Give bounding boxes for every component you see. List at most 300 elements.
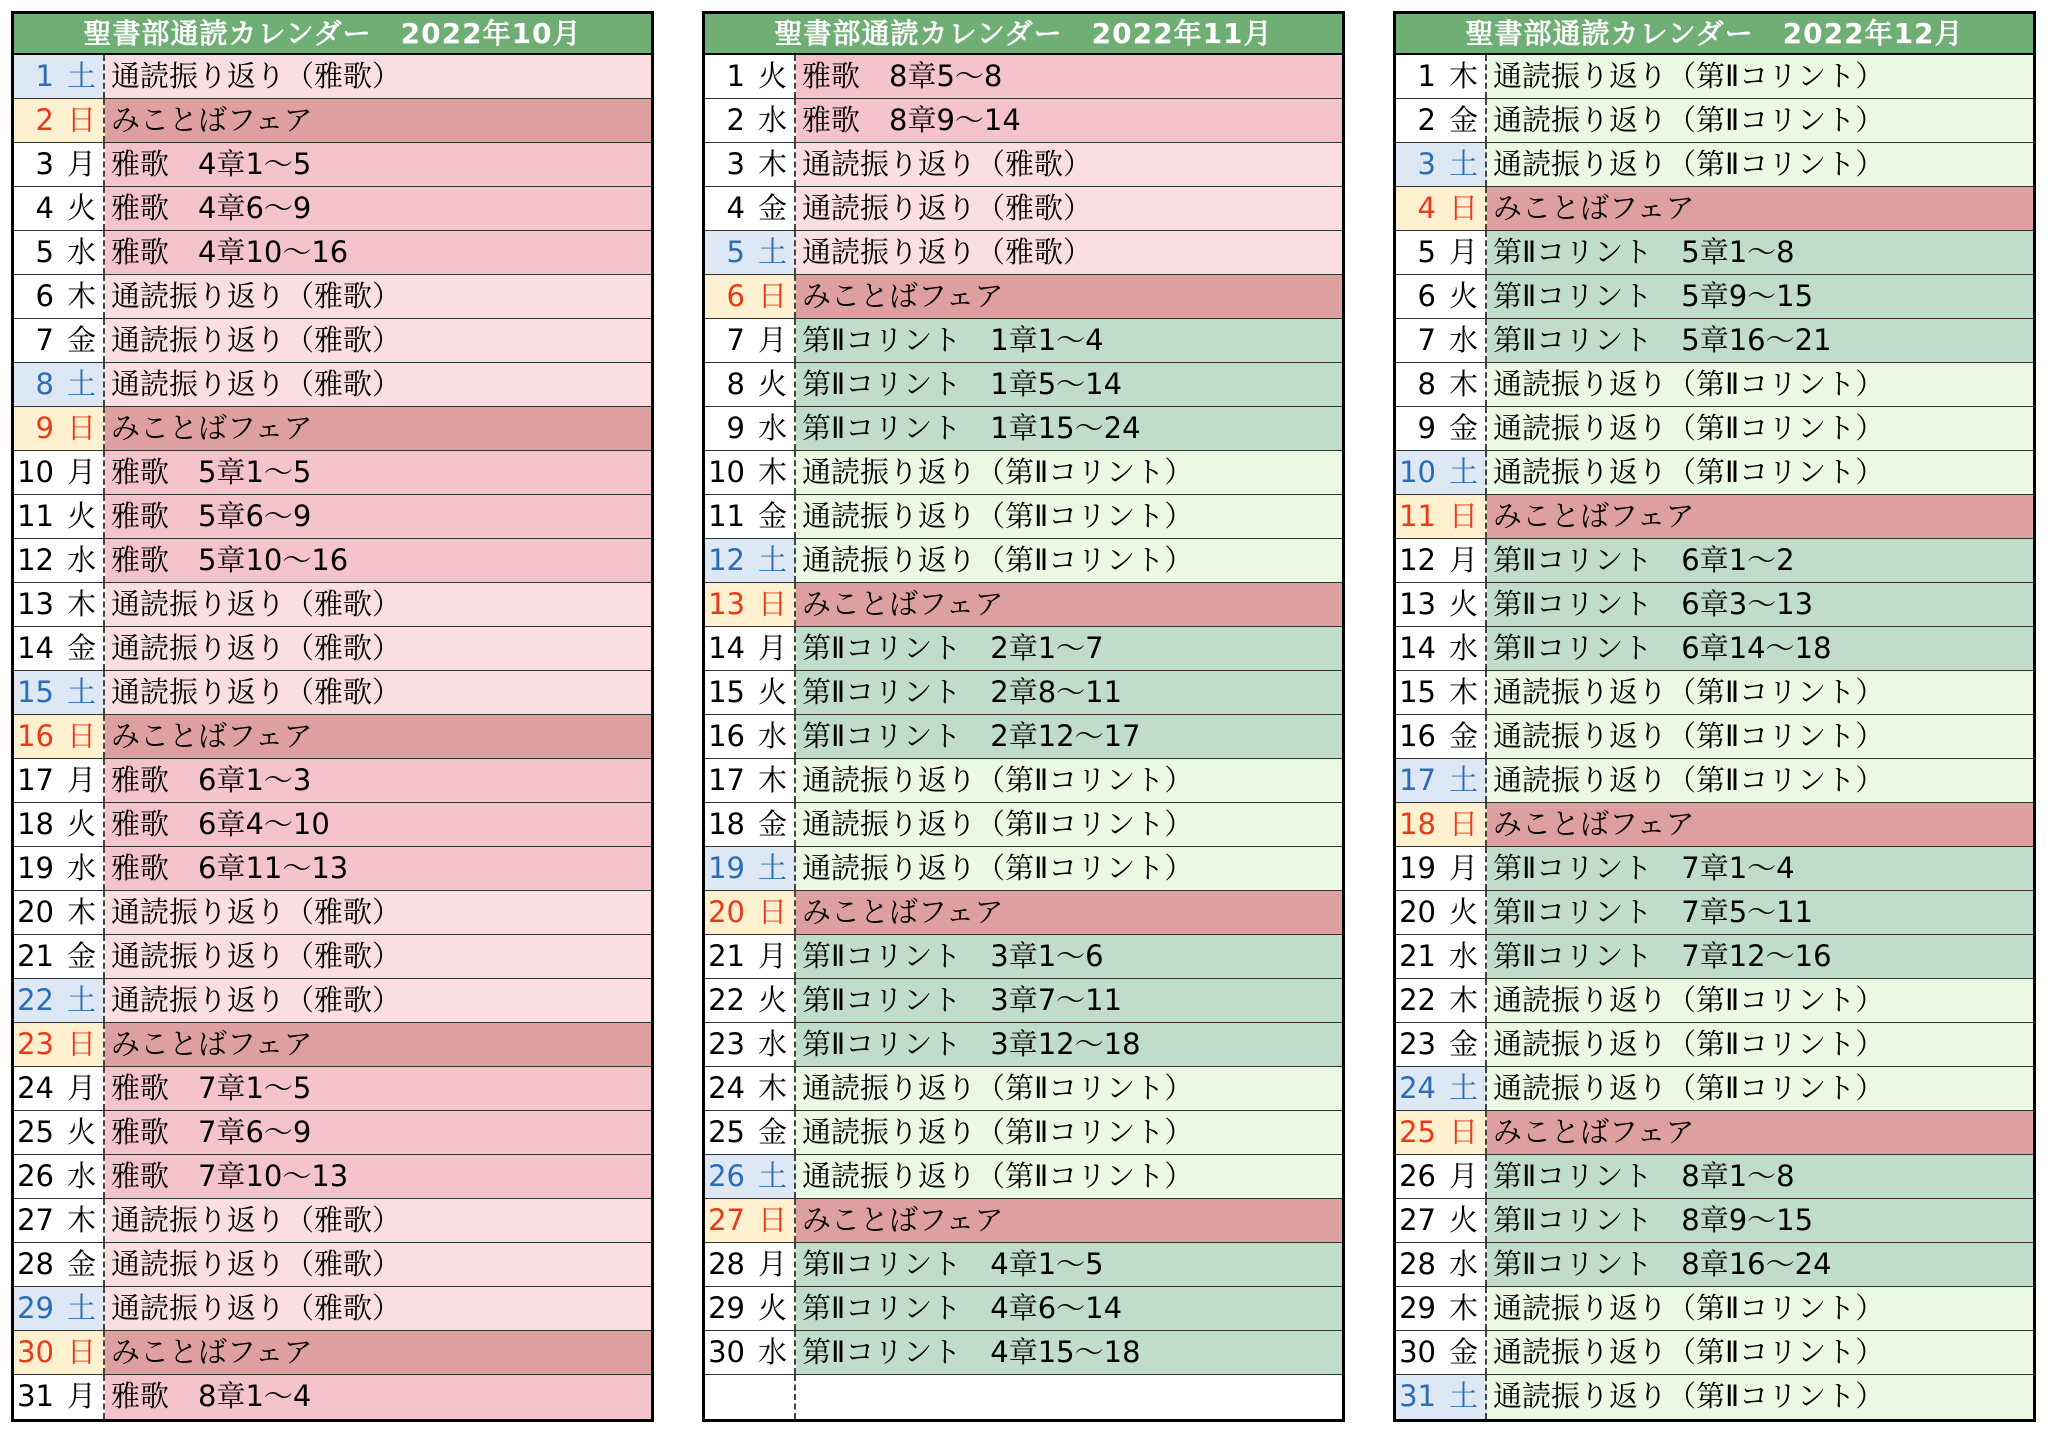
weekday: 木: [1442, 363, 1487, 406]
calendar-row: [14, 847, 651, 891]
reading-entry: 通読振り返り（雅歌）: [105, 55, 651, 98]
reading-entry: 雅歌 6章4～10: [105, 803, 651, 846]
calendar-row: [14, 979, 651, 1023]
day-number: 29: [708, 1291, 745, 1325]
day-number: 14: [1399, 631, 1436, 665]
weekday: [751, 1375, 796, 1419]
calendar-row: [14, 319, 651, 363]
calendar-row: [1396, 583, 2033, 627]
weekday: 土: [60, 55, 105, 98]
weekday: 木: [60, 275, 105, 318]
weekday: 金: [60, 935, 105, 978]
weekday: 木: [1442, 979, 1487, 1022]
calendar-row: [705, 583, 1342, 627]
reading-entry: みことばフェア: [105, 407, 651, 450]
weekday: 土: [60, 671, 105, 714]
weekday: 木: [60, 1199, 105, 1242]
weekday: 日: [751, 275, 796, 318]
weekday: 火: [60, 803, 105, 846]
reading-entry: みことばフェア: [1487, 187, 2033, 230]
weekday: 火: [1442, 1199, 1487, 1242]
reading-entry: 第Ⅱコリント 2章12～17: [796, 715, 1342, 758]
calendar-row: [14, 1287, 651, 1331]
calendar-row: [705, 1199, 1342, 1243]
calendar-row: [705, 1111, 1342, 1155]
calendar-row: [705, 891, 1342, 935]
weekday: 月: [1442, 231, 1487, 274]
weekday: 火: [60, 495, 105, 538]
reading-entry: 第Ⅱコリント 5章16～21: [1487, 319, 2033, 362]
day-number: 7: [35, 323, 54, 357]
reading-entry: 第Ⅱコリント 3章7～11: [796, 979, 1342, 1022]
calendar-october: [11, 11, 654, 1422]
day-number: 26: [1399, 1159, 1436, 1193]
day-number: [705, 1375, 751, 1419]
day-number: 16: [14, 715, 60, 758]
day-number: 2: [726, 103, 745, 137]
weekday: 水: [751, 407, 796, 450]
reading-entry: 通読振り返り（雅歌）: [105, 627, 651, 670]
weekday: 木: [751, 143, 796, 186]
reading-entry: 通読振り返り（第Ⅱコリント）: [1487, 363, 2033, 406]
reading-entry: 通読振り返り（第Ⅱコリント）: [1487, 1023, 2033, 1066]
reading-entry: 通読振り返り（第Ⅱコリント）: [1487, 143, 2033, 186]
day-number: 8: [1417, 367, 1436, 401]
calendar-row: [14, 891, 651, 935]
reading-entry: 通読振り返り（第Ⅱコリント）: [1487, 759, 2033, 802]
calendar-row: [14, 187, 651, 231]
weekday: 火: [751, 55, 796, 98]
weekday: 月: [751, 935, 796, 978]
weekday: 月: [60, 451, 105, 494]
weekday: 土: [60, 363, 105, 406]
weekday: 土: [751, 1155, 796, 1198]
day-number: 26: [705, 1155, 751, 1198]
weekday: 水: [751, 715, 796, 758]
day-number: 29: [1399, 1291, 1436, 1325]
calendar-row: [14, 1155, 651, 1199]
calendar-row: [705, 495, 1342, 539]
day-number: 5: [1417, 235, 1436, 269]
calendar-title: 聖書部通読カレンダー 2022年11月: [705, 14, 1342, 55]
reading-entry: 雅歌 4章10～16: [105, 231, 651, 274]
weekday: 月: [60, 1375, 105, 1419]
calendar-row: [1396, 275, 2033, 319]
day-number: 31: [17, 1379, 54, 1413]
calendar-december: [1393, 11, 2036, 1422]
day-number: 4: [726, 191, 745, 225]
weekday: 土: [60, 979, 105, 1022]
calendar-row: [705, 539, 1342, 583]
day-number: 27: [705, 1199, 751, 1242]
day-number: 10: [17, 455, 54, 489]
calendar-row: [14, 231, 651, 275]
weekday: 日: [60, 407, 105, 450]
weekday: 土: [751, 539, 796, 582]
reading-entry: 第Ⅱコリント 7章5～11: [1487, 891, 2033, 934]
calendar-row: [1396, 1111, 2033, 1155]
weekday: 木: [1442, 55, 1487, 98]
calendar-row: [14, 1023, 651, 1067]
weekday: 水: [751, 1023, 796, 1066]
reading-entry: 雅歌 5章10～16: [105, 539, 651, 582]
calendar-row: [1396, 1023, 2033, 1067]
calendar-row: [14, 715, 651, 759]
weekday: 土: [1442, 759, 1487, 802]
day-number: 10: [1396, 451, 1442, 494]
reading-entry: 雅歌 4章6～9: [105, 187, 651, 230]
calendar-row: [1396, 187, 2033, 231]
reading-entry: 第Ⅱコリント 8章9～15: [1487, 1199, 2033, 1242]
day-number: 8: [726, 367, 745, 401]
reading-entry: 第Ⅱコリント 6章14～18: [1487, 627, 2033, 670]
weekday: 火: [751, 671, 796, 714]
reading-entry: 通読振り返り（雅歌）: [105, 1287, 651, 1330]
day-number: 5: [705, 231, 751, 274]
calendar-row: [14, 1375, 651, 1419]
reading-entry: 雅歌 8章9～14: [796, 99, 1342, 142]
reading-entry: 雅歌 7章6～9: [105, 1111, 651, 1154]
reading-entry: 通読振り返り（第Ⅱコリント）: [1487, 715, 2033, 758]
day-number: 21: [1399, 939, 1436, 973]
weekday: 火: [1442, 583, 1487, 626]
weekday: 水: [60, 539, 105, 582]
weekday: 日: [60, 1023, 105, 1066]
reading-entry: みことばフェア: [796, 1199, 1342, 1242]
day-number: 9: [1417, 411, 1436, 445]
calendar-row: [14, 583, 651, 627]
day-number: 2: [14, 99, 60, 142]
day-number: 4: [1396, 187, 1442, 230]
reading-entry: 第Ⅱコリント 5章9～15: [1487, 275, 2033, 318]
calendar-row: [705, 803, 1342, 847]
day-number: 13: [705, 583, 751, 626]
weekday: 火: [1442, 275, 1487, 318]
weekday: 金: [1442, 99, 1487, 142]
reading-entry: 通読振り返り（雅歌）: [105, 319, 651, 362]
day-number: 20: [705, 891, 751, 934]
calendar-row: [1396, 319, 2033, 363]
day-number: 19: [1399, 851, 1436, 885]
calendar-november: [702, 11, 1345, 1422]
reading-entry: みことばフェア: [796, 583, 1342, 626]
day-number: 7: [726, 323, 745, 357]
calendar-row: [1396, 1287, 2033, 1331]
day-number: 18: [1396, 803, 1442, 846]
day-number: 10: [708, 455, 745, 489]
reading-entry: みことばフェア: [1487, 1111, 2033, 1154]
weekday: 火: [60, 1111, 105, 1154]
reading-entry: 通読振り返り（第Ⅱコリント）: [1487, 671, 2033, 714]
weekday: 土: [751, 847, 796, 890]
day-number: 30: [14, 1331, 60, 1374]
calendar-row: [1396, 1067, 2033, 1111]
weekday: 金: [751, 1111, 796, 1154]
day-number: 23: [1399, 1027, 1436, 1061]
weekday: 水: [60, 231, 105, 274]
day-number: 17: [708, 763, 745, 797]
weekday: 土: [1442, 143, 1487, 186]
reading-entry: [796, 1375, 1342, 1419]
weekday: 火: [751, 363, 796, 406]
day-number: 20: [17, 895, 54, 929]
day-number: 8: [14, 363, 60, 406]
weekday: 日: [60, 99, 105, 142]
day-number: 22: [14, 979, 60, 1022]
weekday: 火: [751, 979, 796, 1022]
weekday: 日: [1442, 803, 1487, 846]
calendar-rows: [705, 55, 1342, 1419]
calendar-row: [14, 1199, 651, 1243]
weekday: 日: [751, 583, 796, 626]
reading-entry: 通読振り返り（雅歌）: [105, 1199, 651, 1242]
reading-entry: 第Ⅱコリント 3章12～18: [796, 1023, 1342, 1066]
calendar-row: [1396, 55, 2033, 99]
reading-entry: 雅歌 4章1～5: [105, 143, 651, 186]
reading-entry: みことばフェア: [1487, 803, 2033, 846]
reading-entry: 第Ⅱコリント 3章1～6: [796, 935, 1342, 978]
reading-entry: みことばフェア: [1487, 495, 2033, 538]
day-number: 18: [17, 807, 54, 841]
calendar-row: [14, 1111, 651, 1155]
day-number: 24: [1396, 1067, 1442, 1110]
weekday: 月: [60, 1067, 105, 1110]
weekday: 木: [751, 759, 796, 802]
reading-entry: 雅歌 7章1～5: [105, 1067, 651, 1110]
day-number: 12: [17, 543, 54, 577]
calendar-row: [14, 143, 651, 187]
day-number: 6: [35, 279, 54, 313]
weekday: 水: [1442, 1243, 1487, 1286]
reading-entry: 第Ⅱコリント 8章16～24: [1487, 1243, 2033, 1286]
weekday: 日: [1442, 495, 1487, 538]
weekday: 土: [751, 231, 796, 274]
calendar-row: [14, 1243, 651, 1287]
calendar-row: [14, 803, 651, 847]
day-number: 30: [1399, 1335, 1436, 1369]
calendar-row: [1396, 1155, 2033, 1199]
day-number: 13: [1399, 587, 1436, 621]
weekday: 金: [1442, 715, 1487, 758]
calendar-row: [1396, 715, 2033, 759]
calendar-row: [14, 759, 651, 803]
weekday: 金: [60, 1243, 105, 1286]
weekday: 日: [1442, 1111, 1487, 1154]
weekday: 金: [1442, 1023, 1487, 1066]
calendar-row: [705, 935, 1342, 979]
reading-entry: 通読振り返り（雅歌）: [105, 935, 651, 978]
calendar-row: [1396, 935, 2033, 979]
reading-entry: 通読振り返り（第Ⅱコリント）: [1487, 451, 2033, 494]
day-number: 28: [1399, 1247, 1436, 1281]
reading-entry: 通読振り返り（第Ⅱコリント）: [1487, 1331, 2033, 1374]
weekday: 水: [1442, 627, 1487, 670]
day-number: 1: [726, 59, 745, 93]
weekday: 金: [751, 803, 796, 846]
reading-entry: 第Ⅱコリント 8章1～8: [1487, 1155, 2033, 1198]
reading-entry: みことばフェア: [105, 715, 651, 758]
reading-entry: 第Ⅱコリント 1章1～4: [796, 319, 1342, 362]
calendar-row: [705, 99, 1342, 143]
reading-entry: 通読振り返り（雅歌）: [105, 363, 651, 406]
day-number: 1: [1417, 59, 1436, 93]
reading-entry: 通読振り返り（第Ⅱコリント）: [1487, 1067, 2033, 1110]
reading-entry: みことばフェア: [796, 275, 1342, 318]
weekday: 水: [1442, 935, 1487, 978]
day-number: 1: [14, 55, 60, 98]
calendar-row: [14, 671, 651, 715]
day-number: 3: [35, 147, 54, 181]
reading-entry: みことばフェア: [105, 1023, 651, 1066]
day-number: 6: [705, 275, 751, 318]
day-number: 12: [1399, 543, 1436, 577]
reading-entry: 第Ⅱコリント 7章12～16: [1487, 935, 2033, 978]
calendar-row: [705, 1331, 1342, 1375]
reading-entry: 通読振り返り（第Ⅱコリント）: [796, 759, 1342, 802]
reading-entry: 通読振り返り（第Ⅱコリント）: [796, 451, 1342, 494]
calendar-row: [705, 627, 1342, 671]
reading-entry: 通読振り返り（第Ⅱコリント）: [1487, 407, 2033, 450]
day-number: 27: [17, 1203, 54, 1237]
calendar-row: [705, 1243, 1342, 1287]
day-number: 9: [14, 407, 60, 450]
weekday: 日: [751, 891, 796, 934]
reading-entry: 通読振り返り（第Ⅱコリント）: [796, 847, 1342, 890]
weekday: 水: [751, 99, 796, 142]
weekday: 土: [1442, 1375, 1487, 1419]
calendar-row: [14, 407, 651, 451]
calendar-row: [705, 715, 1342, 759]
reading-entry: 通読振り返り（雅歌）: [105, 583, 651, 626]
day-number: 21: [17, 939, 54, 973]
day-number: 25: [17, 1115, 54, 1149]
reading-entry: 第Ⅱコリント 6章3～13: [1487, 583, 2033, 626]
day-number: 15: [708, 675, 745, 709]
calendar-row: [705, 363, 1342, 407]
reading-entry: 雅歌 5章1～5: [105, 451, 651, 494]
calendar-row: [14, 451, 651, 495]
reading-entry: 第Ⅱコリント 4章6～14: [796, 1287, 1342, 1330]
reading-entry: 通読振り返り（雅歌）: [796, 231, 1342, 274]
reading-entry: 雅歌 5章6～9: [105, 495, 651, 538]
reading-entry: 第Ⅱコリント 4章1～5: [796, 1243, 1342, 1286]
reading-entry: 雅歌 6章1～3: [105, 759, 651, 802]
calendar-row: [1396, 539, 2033, 583]
day-number: 14: [708, 631, 745, 665]
calendar-row: [14, 495, 651, 539]
calendar-row: [1396, 99, 2033, 143]
calendar-row: [14, 275, 651, 319]
weekday: 火: [60, 187, 105, 230]
day-number: 20: [1399, 895, 1436, 929]
reading-entry: 通読振り返り（第Ⅱコリント）: [796, 1155, 1342, 1198]
day-number: 5: [35, 235, 54, 269]
day-number: 16: [1399, 719, 1436, 753]
weekday: 火: [1442, 891, 1487, 934]
reading-entry: 第Ⅱコリント 2章8～11: [796, 671, 1342, 714]
day-number: 12: [705, 539, 751, 582]
day-number: 11: [17, 499, 54, 533]
weekday: 月: [60, 759, 105, 802]
reading-entry: 通読振り返り（雅歌）: [796, 143, 1342, 186]
reading-entry: 雅歌 7章10～13: [105, 1155, 651, 1198]
reading-entry: 雅歌 8章1～4: [105, 1375, 651, 1419]
weekday: 水: [751, 1331, 796, 1374]
reading-entry: 通読振り返り（第Ⅱコリント）: [796, 1067, 1342, 1110]
weekday: 日: [1442, 187, 1487, 230]
calendar-row: [705, 407, 1342, 451]
weekday: 木: [751, 451, 796, 494]
weekday: 火: [751, 1287, 796, 1330]
weekday: 木: [60, 891, 105, 934]
reading-entry: 通読振り返り（第Ⅱコリント）: [796, 539, 1342, 582]
weekday: 水: [1442, 319, 1487, 362]
reading-entry: 第Ⅱコリント 4章15～18: [796, 1331, 1342, 1374]
reading-entry: 第Ⅱコリント 7章1～4: [1487, 847, 2033, 890]
day-number: 21: [708, 939, 745, 973]
reading-entry: 通読振り返り（雅歌）: [105, 275, 651, 318]
calendar-rows: [1396, 55, 2033, 1419]
day-number: 4: [35, 191, 54, 225]
calendar-row: [1396, 627, 2033, 671]
reading-entry: 第Ⅱコリント 1章5～14: [796, 363, 1342, 406]
weekday: 日: [751, 1199, 796, 1242]
reading-entry: 通読振り返り（雅歌）: [105, 671, 651, 714]
calendar-row: [705, 671, 1342, 715]
reading-entry: 通読振り返り（第Ⅱコリント）: [796, 803, 1342, 846]
reading-entry: 第Ⅱコリント 5章1～8: [1487, 231, 2033, 274]
weekday: 月: [1442, 1155, 1487, 1198]
weekday: 日: [60, 715, 105, 758]
reading-entry: 第Ⅱコリント 6章1～2: [1487, 539, 2033, 582]
calendar-row: [14, 99, 651, 143]
weekday: 日: [60, 1331, 105, 1374]
reading-entry: みことばフェア: [796, 891, 1342, 934]
day-number: 11: [1396, 495, 1442, 538]
weekday: 木: [60, 583, 105, 626]
calendar-row: [1396, 847, 2033, 891]
day-number: 25: [1396, 1111, 1442, 1154]
calendar-row: [1396, 1243, 2033, 1287]
reading-entry: 雅歌 6章11～13: [105, 847, 651, 890]
calendar-row: [1396, 231, 2033, 275]
day-number: 3: [726, 147, 745, 181]
calendar-row: [705, 275, 1342, 319]
day-number: 25: [708, 1115, 745, 1149]
day-number: 28: [17, 1247, 54, 1281]
calendar-title: 聖書部通読カレンダー 2022年12月: [1396, 14, 2033, 55]
day-number: 2: [1417, 103, 1436, 137]
day-number: 19: [17, 851, 54, 885]
day-number: 23: [14, 1023, 60, 1066]
calendar-row: [14, 363, 651, 407]
day-number: 13: [17, 587, 54, 621]
weekday: 土: [1442, 451, 1487, 494]
reading-entry: 雅歌 8章5～8: [796, 55, 1342, 98]
calendar-title: 聖書部通読カレンダー 2022年10月: [14, 14, 651, 55]
day-number: 27: [1399, 1203, 1436, 1237]
weekday: 木: [751, 1067, 796, 1110]
calendar-row: [705, 847, 1342, 891]
day-number: 30: [708, 1335, 745, 1369]
weekday: 水: [60, 1155, 105, 1198]
weekday: 土: [60, 1287, 105, 1330]
weekday: 月: [751, 627, 796, 670]
weekday: 金: [1442, 1331, 1487, 1374]
day-number: 9: [726, 411, 745, 445]
reading-entry: 通読振り返り（雅歌）: [796, 187, 1342, 230]
reading-entry: 通読振り返り（第Ⅱコリント）: [1487, 55, 2033, 98]
